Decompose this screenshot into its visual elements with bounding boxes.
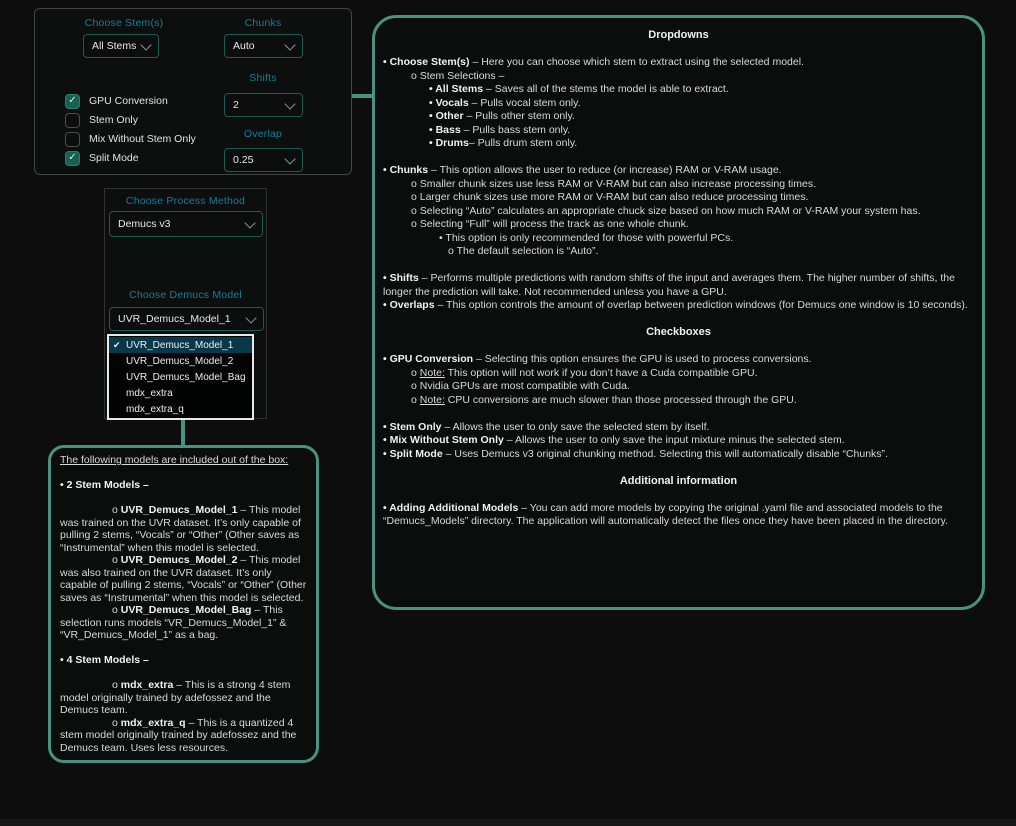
text-segment: o (112, 504, 121, 516)
text-paragraph (383, 232, 974, 246)
spacer (383, 151, 974, 165)
text-paragraph (60, 479, 307, 492)
bottom-edge-strip (0, 819, 1016, 826)
text-segment: – Pulls vocal stem only. (468, 96, 581, 109)
text-segment: • Choose Stem(s) (383, 56, 470, 68)
model-option-mdx-extra[interactable] (109, 385, 252, 401)
text-segment: o (411, 393, 420, 406)
unchecked-checkbox-icon[interactable] (65, 132, 80, 147)
text-paragraph (383, 56, 974, 70)
text-segment: o The default selection is “Auto”. (448, 245, 599, 257)
text-paragraph (383, 124, 974, 138)
text-paragraph (383, 272, 974, 299)
chunks-dropdown[interactable] (224, 34, 303, 58)
overlap-dropdown-value: 0.25 (233, 154, 254, 166)
text-segment: – This is a quantized 4 stem model originally trained by adefossez and the Demucs team. Uses less resources. (60, 716, 297, 754)
text-segment: o (112, 604, 121, 616)
shifts-label: Shifts (249, 72, 277, 84)
text-paragraph (383, 245, 974, 259)
text-segment: • Vocals (429, 96, 469, 109)
model-option-uvr-demucs-model-2[interactable] (109, 353, 252, 369)
demucs-model-label: Choose Demucs Model (129, 289, 242, 301)
checkbox-mix-without-stem-only[interactable] (65, 131, 196, 147)
text-paragraph (60, 717, 307, 755)
checkbox-stem-only[interactable] (65, 112, 196, 128)
text-paragraph (60, 679, 307, 717)
chunks-dropdown-value: Auto (233, 40, 255, 52)
demucs-model-dropdown[interactable] (109, 307, 264, 331)
text-segment: o Selecting “Auto” calculates an appropriate chuck size based on how much RAM or V-RAM your system has. (411, 204, 921, 217)
text-segment: • This option is only recommended for those with powerful PCs. (439, 231, 734, 244)
unchecked-checkbox-icon[interactable] (65, 113, 80, 128)
text-paragraph (383, 83, 974, 97)
text-segment: • All Stems (429, 83, 484, 95)
spacer (383, 43, 974, 57)
chevron-down-icon (284, 153, 295, 164)
text-paragraph (60, 604, 307, 642)
text-segment: – Performs multiple predictions with random shifts of the input and averages them. The higher number of shifts, the longer the prediction will take. Not recommended unless you have a GPU. (383, 272, 955, 298)
text-segment: o Nvidia GPUs are most compatible with Cuda. (411, 380, 630, 392)
stems-dropdown[interactable] (83, 34, 159, 58)
chevron-down-icon (244, 217, 255, 228)
text-segment: o Selecting “Full” will process the track as one whole chunk. (411, 218, 689, 230)
checkbox-label: Split Mode (89, 152, 139, 164)
text-segment: – This option allows the user to reduce (or increase) RAM or V-RAM usage. (428, 164, 782, 176)
model-options-list (107, 334, 254, 420)
text-segment: • Split Mode (383, 447, 443, 460)
text-paragraph (383, 394, 974, 408)
text-segment: • Bass (429, 123, 461, 136)
text-segment: o (411, 366, 420, 379)
text-segment: The following models are included out of the box: (60, 454, 289, 466)
text-paragraph (383, 218, 974, 232)
spacer (383, 488, 974, 502)
text-segment: This option will not work if you don’t have a Cuda compatible GPU. (444, 366, 758, 379)
text-paragraph (383, 502, 974, 529)
checked-checkbox-icon[interactable]: ✓ (65, 151, 80, 166)
chevron-down-icon (245, 312, 256, 323)
text-segment: mdx_extra_q (120, 716, 186, 729)
text-segment: – This selection runs models “VR_Demucs_Model_1” & “VR_Demucs_Model_1” as a bag. (60, 604, 287, 641)
text-segment: • Shifts (383, 272, 419, 284)
spacer (383, 340, 974, 354)
settings-panel (34, 8, 352, 175)
model-option-label: mdx_extra (126, 387, 173, 399)
models-note-panel (48, 445, 319, 763)
checkbox-label: Stem Only (89, 114, 139, 126)
text-segment: Note: (419, 393, 445, 406)
text-segment: • Mix Without Stem Only (383, 434, 504, 446)
text-segment: – This option controls the amount of overlap between prediction windows (for Demucs one window is 10 seconds). (434, 299, 968, 311)
spacer (60, 642, 307, 655)
text-paragraph (60, 454, 307, 467)
text-segment: o Larger chunk sizes use more RAM or V-RAM but can also reduce processing times. (411, 191, 809, 203)
text-paragraph (383, 191, 974, 205)
checkbox-label: Mix Without Stem Only (89, 133, 196, 145)
text-segment: o (112, 716, 121, 729)
chunks-label: Chunks (244, 17, 282, 29)
text-segment: • Adding Additional Models (383, 501, 519, 514)
text-segment: – Allows the user to only save the selected stem by itself. (441, 420, 710, 433)
choose-stems-label: Choose Stem(s) (84, 17, 164, 29)
spacer (60, 467, 307, 480)
model-option-label: UVR_Demucs_Model_1 (126, 339, 234, 351)
text-paragraph (60, 504, 307, 554)
text-segment: UVR_Demucs_Model_2 (120, 554, 238, 566)
text-paragraph (60, 554, 307, 604)
models-note-content (60, 454, 307, 754)
text-paragraph (383, 97, 974, 111)
chevron-down-icon (140, 39, 151, 50)
text-segment: o (112, 679, 121, 691)
text-paragraph (383, 367, 974, 381)
spacer (383, 461, 974, 475)
text-paragraph (383, 434, 974, 448)
text-paragraph (383, 421, 974, 435)
text-paragraph (383, 380, 974, 394)
text-segment: – This model was trained on the UVR dataset. It’s only capable of pulling 2 stems, “Vocals” or “Other” (Other saves as “Instrumental” when this model is selected. (60, 504, 301, 554)
selected-check-icon: ✔ (113, 339, 121, 350)
model-option-uvr-demucs-model-1[interactable] (109, 337, 252, 353)
text-segment: • GPU Conversion (383, 353, 474, 365)
text-paragraph (383, 110, 974, 124)
model-option-label: mdx_extra_q (126, 403, 184, 415)
text-segment: o (112, 554, 121, 566)
model-option-label: UVR_Demucs_Model_Bag (126, 371, 246, 383)
model-option-uvr-demucs-model-bag[interactable] (109, 369, 252, 385)
text-paragraph (60, 654, 307, 667)
spacer (383, 407, 974, 421)
text-segment: – Pulls bass stem only. (460, 123, 571, 136)
text-segment: • Stem Only (383, 420, 442, 433)
checkbox-split-mode[interactable] (65, 150, 196, 166)
text-segment: – Allows the user to only save the input mixture minus the selected stem. (503, 434, 845, 446)
spacer (383, 259, 974, 273)
demucs-model-value: UVR_Demucs_Model_1 (118, 313, 231, 325)
method-panel (104, 188, 267, 419)
spacer (60, 492, 307, 505)
text-segment: – Here you can choose which stem to extract using the selected model. (469, 56, 804, 68)
section-heading: Additional information (619, 474, 738, 487)
text-segment: UVR_Demucs_Model_1 (120, 504, 238, 516)
text-segment: – This is a strong 4 stem model originally trained by adefossez and the Demucs team. (60, 679, 291, 716)
text-paragraph (383, 178, 974, 192)
text-segment: CPU conversions are much slower than those processed through the GPU. (444, 393, 797, 406)
process-method-label: Choose Process Method (125, 195, 246, 207)
shifts-dropdown[interactable] (224, 93, 303, 117)
help-content (383, 29, 974, 529)
text-segment: • Overlaps (383, 299, 435, 311)
shifts-dropdown-value: 2 (233, 99, 239, 111)
text-paragraph (383, 70, 974, 84)
text-segment: – You can add more models by copying the original .yaml file and associated models to the “Demucs_Models” directory. The application will automatically detect the files once they have been placed in the directory. (383, 501, 948, 527)
spacer (383, 313, 974, 327)
text-segment: – Selecting this option ensures the GPU is used to process conversions. (473, 353, 812, 365)
process-method-value: Demucs v3 (118, 218, 171, 230)
section-heading: Checkboxes (646, 326, 711, 338)
text-segment: UVR_Demucs_Model_Bag (120, 604, 252, 616)
text-paragraph (383, 353, 974, 367)
text-paragraph (383, 137, 974, 151)
checkbox-gpu-conversion[interactable] (65, 93, 196, 109)
overlap-label: Overlap (243, 128, 283, 140)
text-paragraph (383, 299, 974, 313)
text-paragraph (383, 164, 974, 178)
text-segment: – Saves all of the stems the model is able to extract. (483, 83, 729, 95)
chevron-down-icon (284, 39, 295, 50)
text-segment: • Drums (429, 137, 469, 149)
text-paragraph (383, 205, 974, 219)
text-segment: • Other (429, 110, 464, 122)
text-segment: – Pulls other stem only. (463, 110, 575, 122)
overlap-dropdown[interactable] (224, 148, 303, 172)
checkbox-group (65, 93, 196, 169)
spacer (60, 667, 307, 680)
text-segment: mdx_extra (120, 679, 174, 691)
checkbox-label: GPU Conversion (89, 95, 168, 107)
checked-checkbox-icon[interactable]: ✓ (65, 94, 80, 109)
text-segment: • Chunks (383, 164, 429, 176)
text-segment: o Smaller chunk sizes use less RAM or V-RAM but can also increase processing times. (411, 177, 816, 190)
text-segment: o Stem Selections – (411, 69, 505, 82)
section-heading: Dropdowns (648, 29, 709, 41)
text-paragraph (383, 448, 974, 462)
process-method-dropdown[interactable] (109, 211, 263, 237)
text-segment: – Pulls drum stem only. (468, 137, 578, 149)
text-segment: • 2 Stem Models – (60, 479, 149, 491)
model-option-mdx-extra-q[interactable] (109, 401, 252, 417)
model-option-label: UVR_Demucs_Model_2 (126, 355, 234, 367)
text-segment: • 4 Stem Models – (60, 654, 149, 666)
text-segment: – Uses Demucs v3 original chunking method. Selecting this will automatically disable “Chunks”. (442, 447, 888, 460)
help-panel (372, 15, 985, 610)
text-segment: – This model was also trained on the UVR dataset. It’s only capable of pulling 2 stems, “Vocals” or “Other” (Other saves as “Instrumental” when this model is selected. (60, 554, 307, 604)
stems-dropdown-value: All Stems (92, 40, 137, 52)
text-segment: Note: (419, 366, 445, 379)
chevron-down-icon (284, 98, 295, 109)
